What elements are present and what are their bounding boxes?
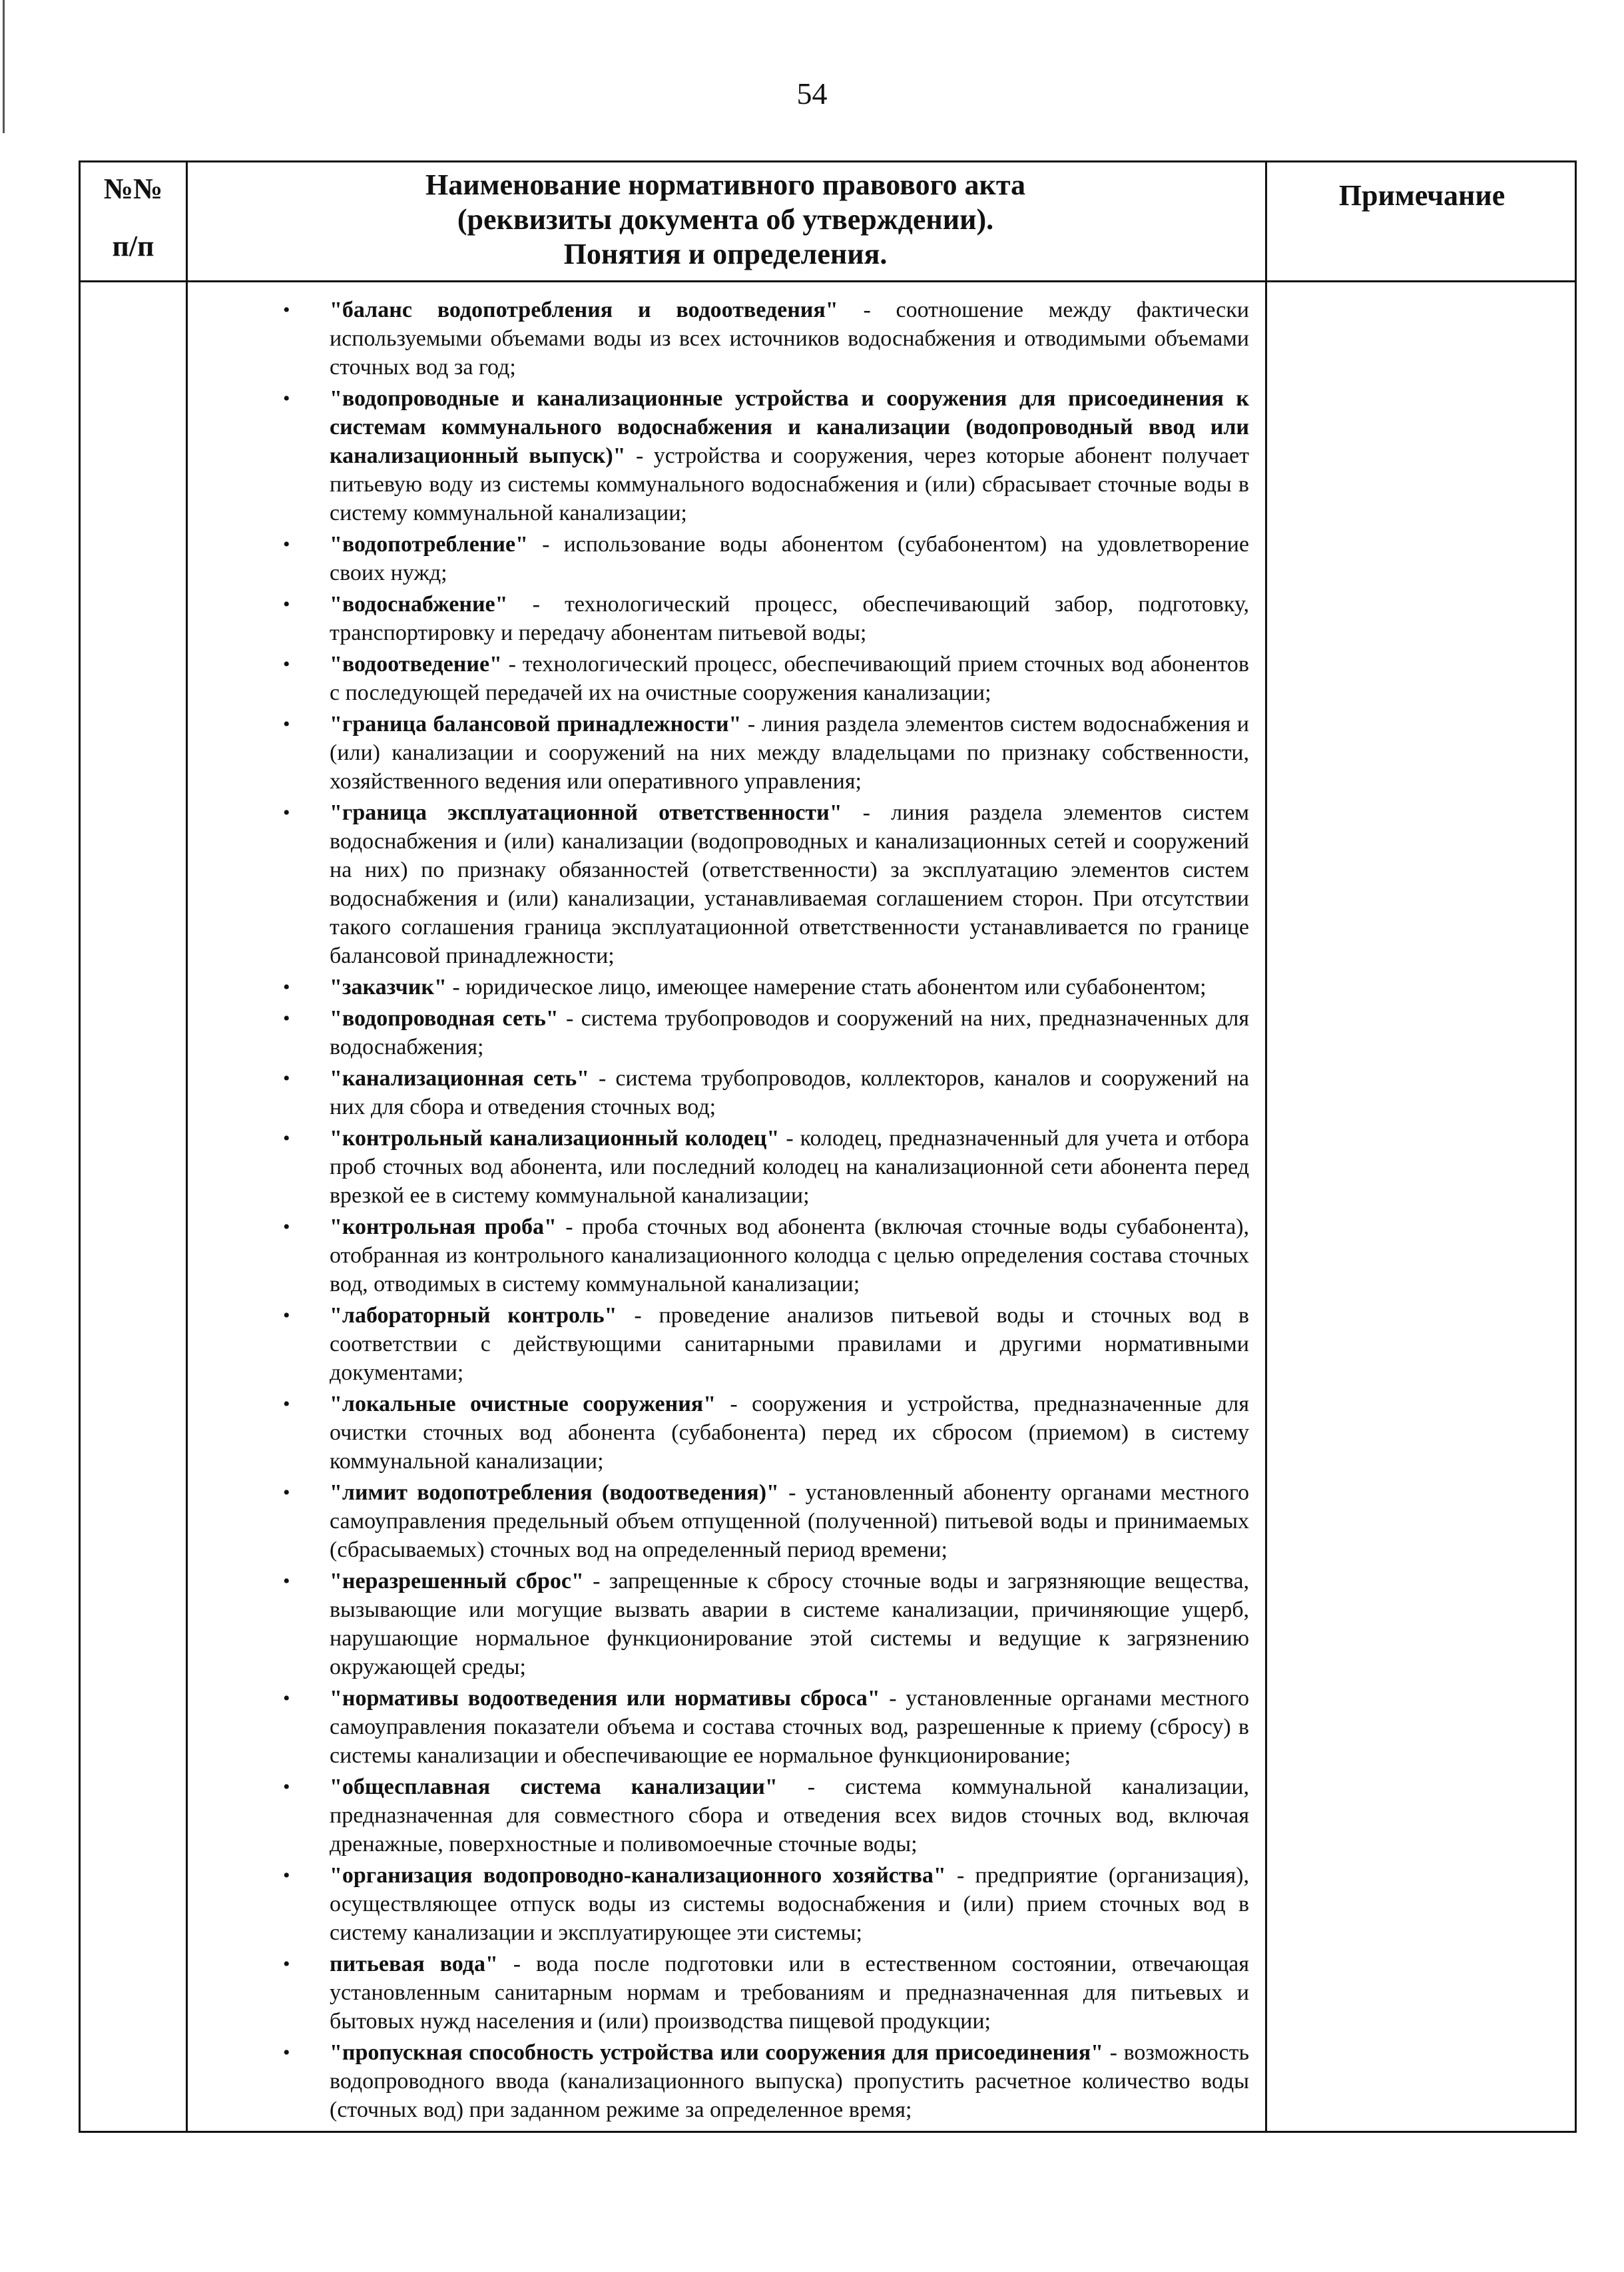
- bullet-icon: •: [283, 388, 290, 410]
- term-name: "общесплавная система канализации": [330, 1775, 778, 1799]
- definition-item: [186, 1124, 1265, 1210]
- definition-item: [186, 1390, 1265, 1476]
- term-name: "пропускная способность устройства или сооружения для присоединения": [330, 2040, 1103, 2065]
- header-name-line: (реквизиты документа об утверждении).: [457, 203, 994, 236]
- term-definition: - проба сточных вод абонента (включая сточные воды субабонента), отобранная из контрольного канализационного колодца с целью определения состава сточных вод, отводимых в систему коммунальной канализации;: [330, 1215, 1249, 1296]
- header-name-column: [186, 162, 1265, 286]
- definition-item: [186, 1861, 1265, 1947]
- definitions-cell: [186, 296, 1265, 2127]
- term-name: "граница эксплуатационной ответственности": [330, 800, 842, 825]
- bullet-icon: •: [283, 299, 290, 321]
- header-note-column: Примечание: [1338, 179, 1505, 212]
- header-number-line: п/п: [112, 230, 154, 262]
- bullet-icon: •: [283, 1007, 290, 1029]
- term-definition: - линия раздела элементов систем водоснабжения и (или) канализации (водопроводных и канализационных сетей и сооружений на них) по признаку обязанностей (ответственности) за эксплуатацию элементов систем водоснабжения и (или) канализации, устанавливаемая соглашением сторон. При отсутствии такого соглашения граница эксплуатационной ответственности устанавливается по границе балансовой принадлежности;: [330, 800, 1249, 968]
- term-name: "водопотребление": [330, 532, 528, 557]
- term-definition: - использование воды абонентом (субабонентом) на удовлетворение своих нужд;: [330, 532, 1249, 585]
- term-definition: - вода после подготовки или в естественном состоянии, отвечающая установленным санитарным нормам и требованиям и предназначенная для питьевых и бытовых нужд населения и (или) производства пищевой продукции;: [330, 1952, 1249, 2034]
- definition-item: [186, 1301, 1265, 1387]
- term-definition: - система коммунальной канализации, предназначенная для совместного сбора и отведения всех видов сточных вод, включая дренажные, поверхностные и поливомоечные сточные воды;: [330, 1775, 1249, 1856]
- definition-item: [186, 296, 1265, 382]
- definition-item: [186, 1064, 1265, 1121]
- bullet-icon: •: [283, 1953, 290, 1975]
- term-name: "нормативы водоотведения или нормативы сброса": [330, 1686, 880, 1711]
- bullet-icon: •: [283, 533, 290, 555]
- term-name: "баланс водопотребления и водоотведения": [330, 298, 838, 322]
- definition-item: [186, 1773, 1265, 1858]
- definition-item: [186, 1567, 1265, 1681]
- term-name: "водопроводные и канализационные устройства и сооружения для присоединения к системам коммунального водоснабжения и канализации (водопроводный ввод или канализационный выпуск)": [330, 386, 1249, 468]
- definitions-list: [186, 296, 1265, 2124]
- term-name: "контрольный канализационный колодец": [330, 1126, 780, 1151]
- term-definition: - запрещенные к сбросу сточные воды и загрязняющие вещества, вызывающие или могущие вызвать аварии в системе канализации, причиняющие ущерб, нарушающие нормальное функционирование этой системы и ведущие к загрязнению окружающей среды;: [330, 1569, 1249, 1679]
- term-name: "граница балансовой принадлежности": [330, 712, 742, 736]
- bullet-icon: •: [283, 2042, 290, 2064]
- term-definition: - колодец, предназначенный для учета и отбора проб сточных вод абонента, или последний колодец на канализационной сети абонента перед врезкой ее в систему коммунальной канализации;: [330, 1126, 1250, 1208]
- definition-item: [186, 1684, 1265, 1770]
- scan-edge-mark: [3, 0, 5, 133]
- term-definition: - проведение анализов питьевой воды и сточных вод в соответствии с действующими санитарными правилами и другими нормативными документами;: [330, 1303, 1249, 1385]
- definition-item: [186, 973, 1265, 1001]
- bullet-icon: •: [283, 653, 290, 675]
- term-definition: - предприятие (организация), осуществляющее отпуск воды из системы водоснабжения и (или) прием сточных вод в систему канализации и эксплуатирующее эти системы;: [330, 1863, 1249, 1945]
- definition-item: [186, 2038, 1265, 2124]
- term-name: "водоснабжение": [330, 592, 508, 617]
- term-definition: - технологический процесс, обеспечивающий забор, подготовку, транспортировку и передачу абонентам питьевой воды;: [330, 592, 1249, 645]
- bullet-icon: •: [283, 1482, 290, 1504]
- bullet-icon: •: [283, 976, 290, 998]
- term-name: "водоотведение": [330, 652, 502, 677]
- bullet-icon: •: [283, 1304, 290, 1326]
- term-name: "канализационная сеть": [330, 1066, 590, 1091]
- header-number-column: [81, 162, 186, 290]
- header-name-line: Понятия и определения.: [563, 238, 888, 270]
- term-name: "заказчик": [330, 975, 447, 999]
- definition-item: [186, 384, 1265, 527]
- header-name-line: Наименование нормативного правового акта: [425, 168, 1025, 201]
- term-name: "неразрешенный сброс": [330, 1569, 584, 1593]
- header-number-line: №№: [103, 172, 163, 205]
- term-name: "водопроводная сеть": [330, 1006, 559, 1031]
- term-definition: - возможность водопроводного ввода (канализационного выпуска) пропустить расчетное количество воды (сточных вод) при заданном режиме за определенное время;: [330, 2040, 1250, 2122]
- definition-item: [186, 1213, 1265, 1298]
- term-definition: - система трубопроводов, коллекторов, каналов и сооружений на них для сбора и отведения сточных вод;: [330, 1066, 1249, 1119]
- bullet-icon: •: [283, 1570, 290, 1592]
- term-definition: - юридическое лицо, имеющее намерение стать абонентом или субабонентом;: [446, 975, 1207, 999]
- term-definition: - система трубопроводов и сооружений на них, предназначенных для водоснабжения;: [330, 1006, 1249, 1059]
- term-definition: - устройства и сооружения, через которые абонент получает питьевую воду из системы коммунального водоснабжения и (или) сбрасывает сточные воды в систему коммунальной канализации;: [330, 443, 1249, 525]
- term-definition: - соотношение между фактически используемыми объемами воды из всех источников водоснабжения и отводимыми объемами сточных вод за год;: [330, 298, 1249, 380]
- definition-item: [186, 590, 1265, 647]
- term-name: "контрольная проба": [330, 1215, 557, 1239]
- bullet-icon: •: [283, 1127, 290, 1149]
- term-definition: - технологический процесс, обеспечивающий прием сточных вод абонентов с последующей передачей их на очистные сооружения канализации;: [330, 652, 1249, 705]
- term-name: "локальные очистные сооружения": [330, 1392, 716, 1416]
- bullet-icon: •: [283, 802, 290, 824]
- definition-item: [186, 650, 1265, 707]
- term-definition: - установленные органами местного самоуправления показатели объема и состава сточных вод, разрешенные к приему (сбросу) в системы канализации и обеспечивающие ее нормальное функционирование;: [330, 1686, 1249, 1768]
- bullet-icon: •: [283, 1393, 290, 1415]
- bullet-icon: •: [283, 1067, 290, 1089]
- definition-item: [186, 1004, 1265, 1061]
- term-name: "лабораторный контроль": [330, 1303, 617, 1328]
- definition-item: [186, 1950, 1265, 2036]
- bullet-icon: •: [283, 593, 290, 615]
- term-name: "лимит водопотребления (водоотведения)": [330, 1480, 779, 1505]
- definitions-table: [79, 160, 1577, 2133]
- term-name: питьевая вода": [330, 1952, 498, 1976]
- definition-item: [186, 710, 1265, 796]
- bullet-icon: •: [283, 1864, 290, 1886]
- definition-item: [186, 798, 1265, 970]
- definition-item: [186, 1478, 1265, 1564]
- term-definition: - установленный абоненту органами местного самоуправления предельный объем отпущенной (полученной) питьевой воды и принимаемых (сбрасываемых) сточных вод на определенный период времени;: [330, 1480, 1250, 1562]
- bullet-icon: •: [283, 713, 290, 735]
- definition-item: [186, 530, 1265, 587]
- bullet-icon: •: [283, 1687, 290, 1709]
- page-number: 54: [796, 77, 828, 111]
- term-name: "организация водопроводно-канализационного хозяйства": [330, 1863, 946, 1888]
- term-definition: - линия раздела элементов систем водоснабжения и (или) канализации и сооружений на них между владельцами по признаку собственности, хозяйственного ведения или оперативного управления;: [330, 712, 1250, 794]
- bullet-icon: •: [283, 1216, 290, 1238]
- column-divider-note: [1265, 162, 1267, 2131]
- term-definition: - сооружения и устройства, предназначенные для очистки сточных вод абонента (субабонента) перед их сбросом (приемом) в систему коммунальной канализации;: [330, 1392, 1250, 1474]
- bullet-icon: •: [283, 1776, 290, 1798]
